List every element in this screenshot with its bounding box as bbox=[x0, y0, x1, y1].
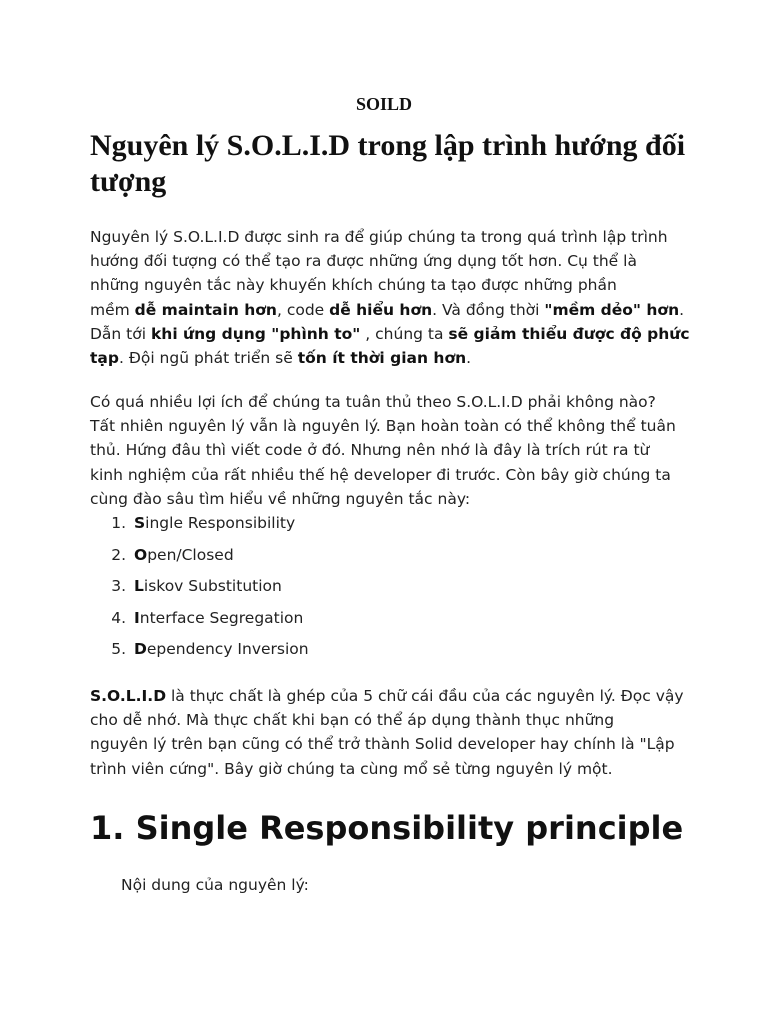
acronym-paragraph bbox=[90, 684, 690, 781]
list-number: 1. bbox=[111, 514, 126, 532]
emphasis-flexible: "mềm dẻo" hơn bbox=[544, 300, 680, 319]
list-number: 5. bbox=[111, 640, 126, 658]
list-item bbox=[90, 637, 590, 669]
list-item bbox=[90, 606, 590, 638]
principle-initial: I bbox=[134, 608, 140, 627]
intro-line-2: hướng đối tượng có thể tạo ra được những ứng dụng tốt hơn. Cụ thể là bbox=[90, 252, 637, 271]
principle-initial: S bbox=[134, 514, 146, 532]
document-header: SOILD bbox=[355, 94, 413, 114]
emphasis-complexity-end: tạp bbox=[90, 349, 119, 368]
emphasis-less-time: tốn ít thời gian hơn bbox=[297, 349, 467, 368]
principles-list bbox=[90, 511, 590, 669]
intro-paragraph bbox=[90, 225, 690, 370]
benefits-line-4: kinh nghiệm của rất nhiều thế hệ developer đi trước. Còn bây giờ chúng ta bbox=[90, 465, 671, 484]
section-heading: 1. Single Responsibility principle bbox=[90, 809, 684, 847]
principle-name: ependency Inversion bbox=[146, 640, 309, 658]
section-intro: Nội dung của nguyên lý: bbox=[121, 876, 309, 894]
benefits-line-3: thủ. Hứng đâu thì viết code ở đó. Nhưng nên nhớ là đây là trích rút ra từ bbox=[90, 441, 650, 460]
acronym-line-2: cho dễ nhớ. Mà thực chất khi bạn có thể áp dụng thành thục những bbox=[90, 711, 615, 730]
benefits-line-1: Có quá nhiều lợi ích để chúng ta tuân thủ theo S.O.L.I.D phải không nào? bbox=[90, 393, 656, 411]
intro-line-4-end: . bbox=[679, 300, 685, 319]
intro-line-6-mid: . Đội ngũ phát triển sẽ bbox=[118, 349, 298, 368]
list-item bbox=[90, 543, 590, 575]
intro-line-5-mid: , chúng ta bbox=[360, 324, 449, 343]
emphasis-solid: S.O.L.I.D bbox=[90, 687, 167, 705]
principle-name: nterface Segregation bbox=[139, 608, 304, 627]
acronym-line-1: là thực chất là ghép của 5 chữ cái đầu của các nguyên lý. Đọc vậy bbox=[166, 687, 684, 705]
benefits-line-5: cùng đào sâu tìm hiểu về những nguyên tắc này: bbox=[90, 489, 471, 508]
list-number: 3. bbox=[111, 577, 126, 595]
emphasis-maintain: dễ maintain hơn bbox=[134, 300, 277, 319]
intro-line-4-mid2: . Và đồng thời bbox=[432, 300, 545, 319]
principle-name: pen/Closed bbox=[147, 545, 234, 564]
list-item bbox=[90, 574, 590, 606]
principle-initial: O bbox=[134, 545, 148, 564]
benefits-paragraph bbox=[90, 390, 690, 511]
list-number: 2. bbox=[111, 545, 126, 564]
principle-initial: L bbox=[134, 577, 144, 595]
list-number: 4. bbox=[111, 608, 126, 627]
benefits-line-2: Tất nhiên nguyên lý vẫn là nguyên lý. Bạn hoàn toàn có thể không thể tuân bbox=[90, 417, 676, 436]
page-title: Nguyên lý S.O.L.I.D trong lập trình hướng đối tượng bbox=[90, 129, 686, 198]
emphasis-reduce-complexity: sẽ giảm thiểu được độ phức bbox=[448, 324, 690, 343]
principle-initial: D bbox=[134, 640, 147, 658]
list-item bbox=[90, 511, 590, 543]
intro-line-4-mid: , code bbox=[276, 300, 330, 319]
intro-line-3: những nguyên tắc này khuyến khích chúng ta tạo được những phần bbox=[90, 276, 617, 295]
principle-name: ingle Responsibility bbox=[145, 514, 296, 532]
acronym-line-4: trình viên cứng". Bây giờ chúng ta cùng mổ sẻ từng nguyên lý một. bbox=[90, 759, 613, 778]
intro-line-1: Nguyên lý S.O.L.I.D được sinh ra để giúp chúng ta trong quá trình lập trình bbox=[90, 228, 668, 246]
intro-line-4-start: mềm bbox=[90, 300, 135, 319]
emphasis-app-grows: khi ứng dụng "phình to" bbox=[150, 324, 361, 343]
emphasis-readable: dễ hiểu hơn bbox=[329, 300, 433, 319]
acronym-line-3: nguyên lý trên bạn cũng có thể trở thành Solid developer hay chính là "Lập bbox=[90, 735, 675, 754]
intro-line-5-start: Dẫn tới bbox=[90, 324, 151, 343]
principle-name: iskov Substitution bbox=[143, 577, 282, 595]
intro-line-6-end: . bbox=[466, 349, 472, 368]
